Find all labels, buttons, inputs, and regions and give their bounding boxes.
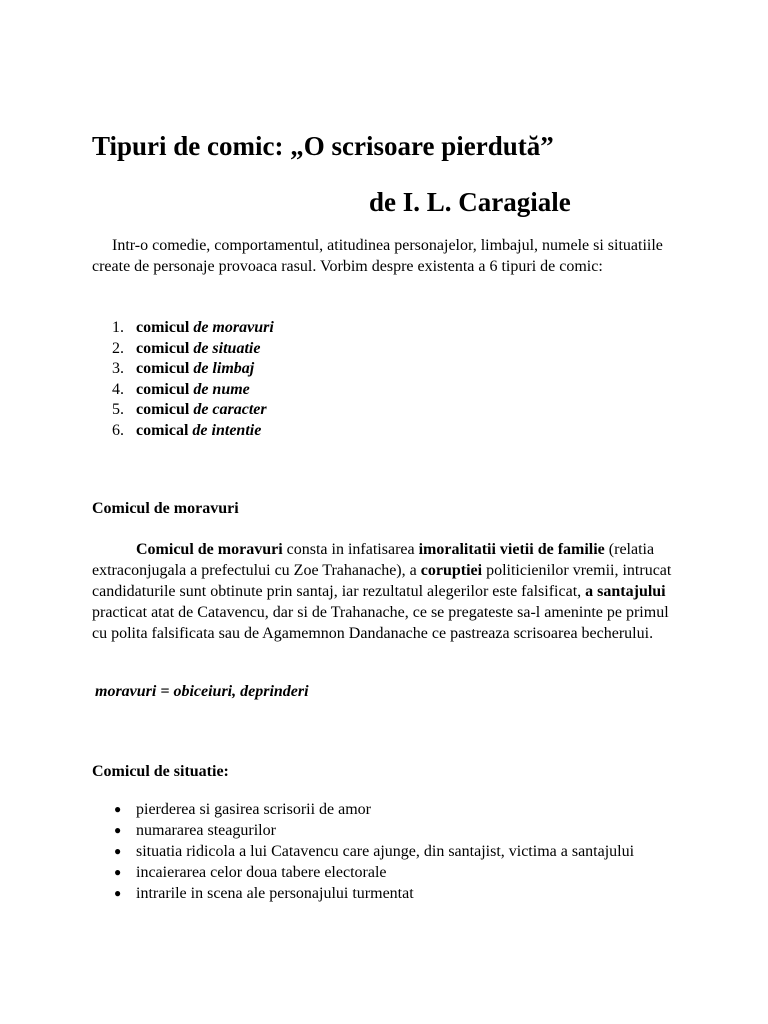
list-item: 1. comicul de moravuri [112,319,274,336]
list-item: 5. comicul de caracter [112,401,267,419]
situatie-list [92,799,672,904]
bullet-icon: ● [114,886,122,900]
list-item: ● intrarile in scena ale personajului turmentat [114,885,414,902]
list-item: ● pierderea si gasirea scrisorii de amor [114,801,372,818]
comic-types-list [92,318,274,442]
list-item: 4. comicul de nume [112,380,250,398]
section-heading-moravuri: Comicul de moravuri [92,500,239,517]
section-heading-situatie: Comicul de situatie: [92,763,229,780]
list-item: 2. comicul de situatie [112,339,261,357]
bullet-icon: ● [114,865,122,879]
bullet-icon: ● [114,802,122,816]
bullet-icon: ● [114,844,122,858]
bullet-icon: ● [114,823,122,837]
document-title: Tipuri de comic: „O scrisoare pierdută” [92,131,554,161]
list-item: 6. comical de intentie [112,421,262,439]
moravuri-definition: moravuri = obiceiuri, deprinderi [95,683,309,700]
list-item: ● situatia ridicola a lui Catavencu care ajunge, din santajist, victima a santajului [114,843,635,860]
document-author: de I. L. Caragiale [369,187,571,217]
list-item: ● numararea steagurilor [114,822,276,839]
moravuri-paragraph: Comicul de moravuri consta in infatisarea imoralitatii vietii de familie (relatia extraconjugala a prefectului cu Zoe Trahanache), a coruptiei politicienilor vremii, intrucat candidaturile sunt obtinute prin santaj, iar rezultatul alegerilor este falsificat, a santajului practicat atat de Catavencu, dar si de Trahanache, ce se pregateste sa-l ameninte pe primul cu polita falsificata sau de Agamemnon Dandanache ce pastreaza scrisoarea becherului. [92,541,672,642]
list-item: 3. comicul de limbaj [112,360,255,378]
intro-paragraph: Intr-o comedie, comportamentul, atitudinea personajelor, limbajul, numele si situatiile create de personaje provoaca rasul. Vorbim despre existenta a 6 tipuri de comic: [92,237,663,275]
list-item: ● incaierarea celor doua tabere electorale [114,864,387,881]
